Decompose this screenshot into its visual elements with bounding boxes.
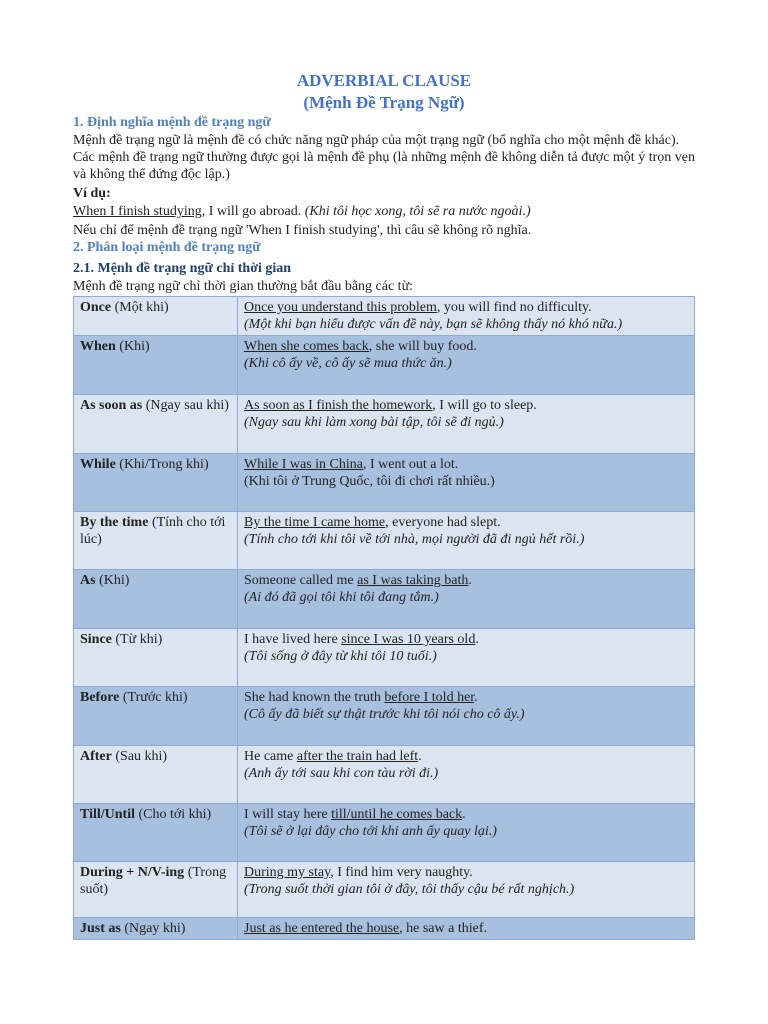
translation-line: (Tôi sẽ ở lại đây cho tới khi anh ấy quay lại.) (244, 824, 497, 839)
example-post: . (468, 573, 472, 588)
section1-heading: 1. Định nghĩa mệnh đề trạng ngữ (73, 115, 271, 130)
title-main: ADVERBIAL CLAUSE (296, 71, 472, 90)
example-line (244, 338, 688, 355)
conjunction-word: Till/Until (80, 807, 135, 822)
example-cell (238, 454, 695, 512)
conjunction-word: While (80, 457, 116, 472)
translation-line: (Cô ấy đã biết sự thật trước khi tôi nói cho cô ấy.) (244, 707, 525, 722)
example-cell (238, 746, 695, 804)
table-row (74, 297, 695, 336)
section2-heading: 2. Phân loại mệnh đề trạng ngữ (73, 240, 261, 255)
example-clause: When she comes back (244, 339, 369, 354)
example-cell (238, 336, 695, 395)
conjunction-word: Just as (80, 921, 121, 936)
example-cell (238, 297, 695, 336)
section21-heading: 2.1. Mệnh đề trạng ngữ chỉ thời gian (73, 261, 292, 276)
example-cell (238, 918, 695, 940)
conjunction-word: After (80, 749, 112, 764)
example-cell (238, 804, 695, 862)
example-post: . (462, 807, 466, 822)
conjunction-meaning: (Trong suốt) (80, 865, 227, 897)
example-post: , he saw a thief. (399, 921, 487, 936)
conjunction-word: By the time (80, 515, 149, 530)
conjunction-cell (74, 336, 238, 395)
example-cell (238, 629, 695, 687)
time-clause-table (73, 296, 695, 940)
conjunction-cell (74, 804, 238, 862)
conjunction-word: As (80, 573, 96, 588)
example-line (244, 748, 688, 765)
conjunction-cell (74, 570, 238, 629)
table-row (74, 454, 695, 512)
example-clause: Just as he entered the house (244, 921, 400, 936)
example-pre: He came (244, 749, 297, 764)
table-row (74, 570, 695, 629)
example-post: , everyone had slept. (385, 515, 501, 530)
example-cell (238, 512, 695, 570)
example-clause: till/until he comes back (331, 807, 463, 822)
example-label: Ví dụ: (73, 186, 111, 201)
conjunction-cell (74, 687, 238, 746)
conjunction-word: Once (80, 300, 112, 315)
example-line (244, 689, 688, 706)
example-line (244, 514, 688, 531)
title-subtitle: (Mệnh Đề Trạng Ngữ) (303, 93, 465, 112)
example-clause: While I was in China (244, 457, 363, 472)
example-line (244, 397, 688, 414)
example-post: , she will buy food. (368, 339, 477, 354)
conjunction-word: When (80, 339, 116, 354)
translation-line: (Trong suốt thời gian tôi ở đây, tôi thấy cậu bé rất nghịch.) (244, 882, 575, 897)
translation-line: (Khi cô ấy về, cô ấy sẽ mua thức ăn.) (244, 356, 452, 371)
example-underlined: When I finish studying (73, 204, 202, 219)
example-clause: Once you understand this problem (244, 300, 437, 315)
example-line (244, 864, 688, 881)
table-row (74, 336, 695, 395)
conjunction-meaning: (Một khi) (111, 300, 169, 315)
table-row (74, 918, 695, 940)
example-pre: I have lived here (244, 632, 342, 647)
conjunction-word: Since (80, 632, 112, 647)
example-cell (238, 570, 695, 629)
example-clause: since I was 10 years old (341, 632, 476, 647)
example-cell (238, 395, 695, 454)
example-line (244, 572, 688, 589)
example-line (244, 806, 688, 823)
example-line (244, 631, 688, 648)
conjunction-meaning: (Khi/Trong khi) (115, 457, 209, 472)
example-post: , I find him very naughty. (330, 865, 473, 880)
conjunction-meaning: (Cho tới khi) (134, 807, 212, 822)
translation-line: (Tính cho tới khi tôi về tới nhà, mọi người đã đi ngủ hết rồi.) (244, 532, 585, 547)
example-cell (238, 862, 695, 918)
table-row (74, 512, 695, 570)
table-row (74, 746, 695, 804)
example-clause: During my stay (244, 865, 331, 880)
conjunction-word: During + N/V-ing (80, 865, 185, 880)
translation-line: (Khi tôi ở Trung Quốc, tôi đi chơi rất nhiều.) (244, 474, 495, 489)
example-rest: , I will go abroad. (201, 204, 305, 219)
conjunction-cell (74, 512, 238, 570)
translation-line: (Ngay sau khi làm xong bài tập, tôi sẽ đi ngủ.) (244, 415, 504, 430)
example-clause: after the train had left (296, 749, 419, 764)
conjunction-meaning: (Sau khi) (111, 749, 168, 764)
example-clause: as I was taking bath (357, 573, 469, 588)
section21-intro: Mệnh đề trạng ngữ chỉ thời gian thường bắt đầu bằng các từ: (73, 279, 414, 294)
conjunction-cell (74, 454, 238, 512)
example-cell (238, 687, 695, 746)
time-clause-table-body (74, 297, 695, 940)
example-post: , I will go to sleep. (432, 398, 537, 413)
conjunction-cell (74, 918, 238, 940)
conjunction-cell (74, 862, 238, 918)
example-pre: She had known the truth (244, 690, 385, 705)
translation-line: (Tôi sống ở đây từ khi tôi 10 tuổi.) (244, 649, 437, 664)
example-sentence (73, 203, 695, 220)
conjunction-meaning: (Ngay sau khi) (142, 398, 229, 413)
example-post: . (418, 749, 422, 764)
conjunction-word: Before (80, 690, 120, 705)
example-translation: (Khi tôi học xong, tôi sẽ ra nước ngoài.) (304, 204, 531, 219)
example-post: , I went out a lot. (362, 457, 459, 472)
example-line (244, 299, 688, 316)
table-row (74, 804, 695, 862)
example-line (244, 456, 688, 473)
table-row (74, 862, 695, 918)
translation-line: (Một khi bạn hiểu được vấn đề này, bạn sẽ không thấy nó khó nữa.) (244, 317, 623, 332)
example-post: , you will find no difficulty. (436, 300, 592, 315)
conjunction-meaning: (Ngay khi) (120, 921, 186, 936)
conjunction-meaning: (Từ khi) (111, 632, 163, 647)
example-line (244, 920, 688, 937)
table-row (74, 395, 695, 454)
conjunction-word: As soon as (80, 398, 143, 413)
conjunction-cell (74, 297, 238, 336)
section1-body: Mệnh đề trạng ngữ là mệnh đề có chức năng ngữ pháp của một trạng ngữ (bổ nghĩa cho một mệnh đề khác). Các mệnh đề trạng ngữ thường được gọi là mệnh đề phụ (là những mệnh đề không diễn tả được một ý trọn vẹn và không thể đứng độc lập.) (73, 133, 695, 182)
translation-line: (Ai đó đã gọi tôi khi tôi đang tắm.) (244, 590, 439, 605)
example-clause: By the time I came home (244, 515, 386, 530)
conjunction-meaning: (Khi) (95, 573, 130, 588)
example-clause: As soon as I finish the homework (244, 398, 433, 413)
example-post: . (475, 632, 479, 647)
example-post: . (474, 690, 478, 705)
example-pre: I will stay here (244, 807, 332, 822)
conjunction-cell (74, 746, 238, 804)
example-clause: before I told her (384, 690, 475, 705)
table-row (74, 687, 695, 746)
conjunction-cell (74, 629, 238, 687)
conjunction-meaning: (Khi) (115, 339, 150, 354)
conjunction-meaning: (Tính cho tới lúc) (80, 515, 226, 547)
translation-line: (Anh ấy tới sau khi con tàu rời đi.) (244, 766, 439, 781)
example-note: Nếu chỉ để mệnh đề trạng ngữ 'When I finish studying', thì câu sẽ không rõ nghĩa. (73, 223, 532, 238)
table-row (74, 629, 695, 687)
conjunction-meaning: (Trước khi) (119, 690, 188, 705)
conjunction-cell (74, 395, 238, 454)
example-pre: Someone called me (244, 573, 358, 588)
